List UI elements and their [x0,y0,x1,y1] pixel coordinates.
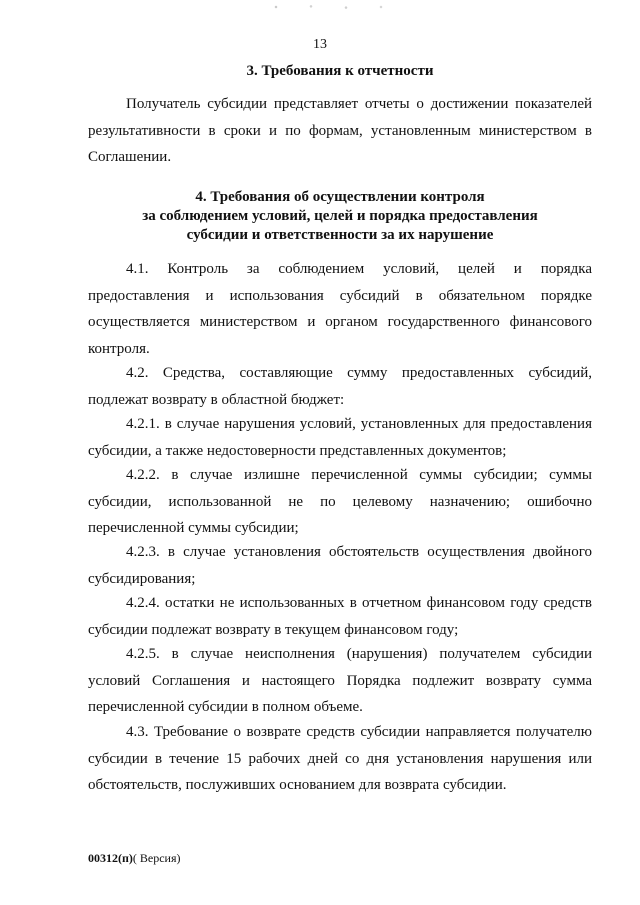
document-footer [88,851,181,866]
clause-4-2 [88,360,592,413]
clause-4-3 [88,719,592,799]
clause-4-2-4 [88,590,592,643]
document-version: ( Версия) [132,851,181,865]
section-4-heading-line: 4. Требования об осуществлении контроля [195,189,485,205]
paragraph-line: субсидии в течение 15 рабочих дней со дня установления нарушения или [88,750,592,767]
paragraph-line: субсидии, а также недостоверности представленных документов; [88,442,507,459]
paragraph-line: 4.2.3. в случае установления обстоятельств осуществления двойного [126,544,592,560]
clause-4-1 [88,256,592,362]
paragraph-line: Соглашении. [88,149,172,165]
paragraph-line: 4.3. Требование о возврате средств субсидии направляется получателю [126,724,592,740]
section-3-heading-text: 3. Требования к отчетности [246,63,434,79]
paragraph-line: условий Соглашения и настоящего Порядка подлежит возврату сумма [88,672,592,689]
paragraph-line: контроля. [88,340,150,357]
section-3-paragraph [88,91,592,171]
paragraph-line: осуществляется министерством и органом государственного финансового [88,314,592,330]
paragraph-line: Получатель субсидии представляет отчеты о достижении показателей [126,96,592,112]
section-3-heading [60,62,620,81]
section-4-heading [60,188,620,245]
page-number: 13 [313,37,327,52]
clause-4-2-5 [88,641,592,721]
paragraph-line: перечисленной субсидии в полном объеме. [88,699,363,715]
paragraph-line: 4.2. Средства, составляющие сумму предоставленных субсидий, [126,365,592,381]
paragraph-line: 4.2.2. в случае излишне перечисленной суммы субсидии; суммы [126,467,592,483]
paragraph-line: 4.2.4. остатки не использованных в отчетном финансовом году средств [126,595,592,611]
paragraph-line: 4.2.1. в случае нарушения условий, установленных для предоставления [126,416,592,432]
paragraph-line: 4.2.5. в случае неисполнения (нарушения) получателем субсидии [126,646,592,662]
paragraph-line: субсидирования; [88,570,196,587]
paragraph-line: предоставления и использования субсидий в обязательном порядке [88,287,592,304]
scan-artifact [262,4,402,10]
section-4-heading-line: за соблюдением условий, целей и порядка предоставления [142,208,538,224]
clause-4-2-3 [88,539,592,592]
paragraph-line: обстоятельств, послуживших основанием для возврата субсидии. [88,777,507,793]
paragraph-line: подлежат возврату в областной бюджет: [88,391,345,408]
paragraph-line: перечисленной суммы субсидии; [88,520,299,536]
paragraph-line: субсидии, использованной не по целевому назначению; ошибочно [88,493,592,510]
paragraph-line: субсидии подлежат возврату в текущем финансовом году; [88,621,459,638]
clause-4-2-2 [88,462,592,542]
clause-4-2-1 [88,411,592,464]
section-4-heading-line: субсидии и ответственности за их нарушение [186,227,494,243]
document-code: 00312(п) [88,851,133,865]
paragraph-line: результативности в сроки и по формам, установленным министерством в [88,122,592,139]
paragraph-line: 4.1. Контроль за соблюдением условий, целей и порядка [126,261,592,277]
